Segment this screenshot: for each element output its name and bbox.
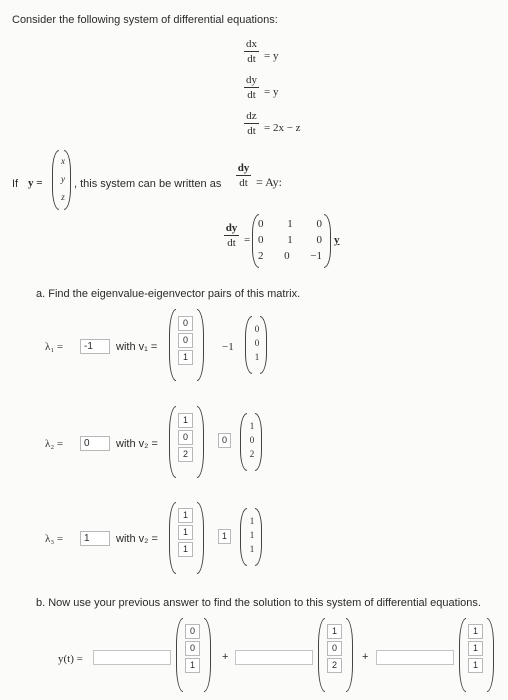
sol-v3-left-paren [459,618,466,692]
part-b-text: b. Now use your previous answer to find the solution to this system of differential equations. [36,597,481,609]
v3-right-paren [197,502,204,574]
solution-lhs: y(t) = [58,653,83,665]
with-v3-label: with v₂ = [116,533,158,545]
y-equals: y = [28,177,43,189]
part-a-text: a. Find the eigenvalue-eigenvector pairs of this matrix. [36,288,301,300]
v3-column [178,508,193,557]
eq3-derivative: dz dt [244,110,259,137]
check3-left-paren [240,508,247,566]
solution-coef-2-input[interactable] [235,650,313,665]
check2-value: 0 [218,433,231,448]
check1-left-paren [245,316,252,374]
sol-v2-column [327,624,342,673]
v3-entry-1[interactable]: 1 [178,508,193,523]
matrix-derivative: dy dt [225,222,238,249]
sol-v3-column [468,624,483,673]
component-vector: x y z [61,156,65,202]
check3-vector: 1 1 1 [249,516,255,554]
sol-v2-entry-2[interactable]: 0 [327,641,342,656]
matrix-right-paren [324,214,331,268]
sol-v1-right-paren [204,618,211,692]
sol-v2-left-paren [318,618,325,692]
v1-entry-2[interactable]: 0 [178,333,193,348]
system-text: , this system can be written as [74,178,222,190]
check1-vector: 0 0 1 [254,324,260,362]
check1-value: −1 [222,341,234,353]
with-v2-label: with v₂ = [116,438,158,450]
sol-v2-entry-3[interactable]: 2 [327,658,342,673]
v3-entry-2[interactable]: 1 [178,525,193,540]
if-label: If [12,178,19,190]
v3-left-paren [169,502,176,574]
eq1-rhs: = y [264,50,279,62]
check3-right-paren [255,508,262,566]
right-paren [64,150,71,210]
check3-value: 1 [218,529,231,544]
check1-right-paren [260,316,267,374]
check2-left-paren [240,413,247,471]
vector-derivative: dy dt [237,162,250,189]
sol-v3-entry-2[interactable]: 1 [468,641,483,656]
sol-v1-column [185,624,200,673]
lambda2-label: λ₂ = [45,438,64,450]
eq3-rhs: = 2x − z [264,122,301,134]
ay-rhs: = Ay: [256,175,283,189]
with-v1-label: with v₁ = [116,341,158,353]
sol-v3-entry-1[interactable]: 1 [468,624,483,639]
matrix-vec: y [334,234,340,246]
lambda1-input[interactable]: -1 [80,339,110,354]
intro-text: Consider the following system of differential equations: [12,14,278,26]
sol-v2-right-paren [346,618,353,692]
v2-column [178,413,193,462]
eq2-derivative: dy dt [246,74,257,101]
plus-1: + [222,651,229,663]
sol-v1-left-paren [176,618,183,692]
check2-right-paren [255,413,262,471]
v2-entry-1[interactable]: 1 [178,413,193,428]
lambda2-input[interactable]: 0 [80,436,110,451]
v1-column [178,316,193,365]
v2-entry-3[interactable]: 2 [178,447,193,462]
matrix-equals: = [244,234,251,246]
v2-right-paren [197,406,204,478]
sol-v3-entry-3[interactable]: 1 [468,658,483,673]
lambda3-label: λ₃ = [45,533,64,545]
v1-right-paren [197,309,204,381]
eq1-derivative: dx dt [246,38,257,65]
check2-vector: 1 0 2 [249,421,255,459]
solution-coef-3-input[interactable] [376,650,454,665]
v2-left-paren [169,406,176,478]
sol-v1-entry-2[interactable]: 0 [185,641,200,656]
v3-entry-3[interactable]: 1 [178,542,193,557]
sol-v3-right-paren [487,618,494,692]
solution-coef-1-input[interactable] [93,650,171,665]
sol-v1-entry-1[interactable]: 0 [185,624,200,639]
matrix-a: 0 1 0 0 1 0 2 0 −1 [258,218,322,262]
sol-v2-entry-1[interactable]: 1 [327,624,342,639]
v1-left-paren [169,309,176,381]
v1-entry-1[interactable]: 0 [178,316,193,331]
v1-entry-3[interactable]: 1 [178,350,193,365]
eq2-rhs: = y [264,86,279,98]
lambda1-label: λ₁ = [45,341,64,353]
lambda3-input[interactable]: 1 [80,531,110,546]
sol-v1-entry-3[interactable]: 1 [185,658,200,673]
v2-entry-2[interactable]: 0 [178,430,193,445]
plus-2: + [362,651,369,663]
